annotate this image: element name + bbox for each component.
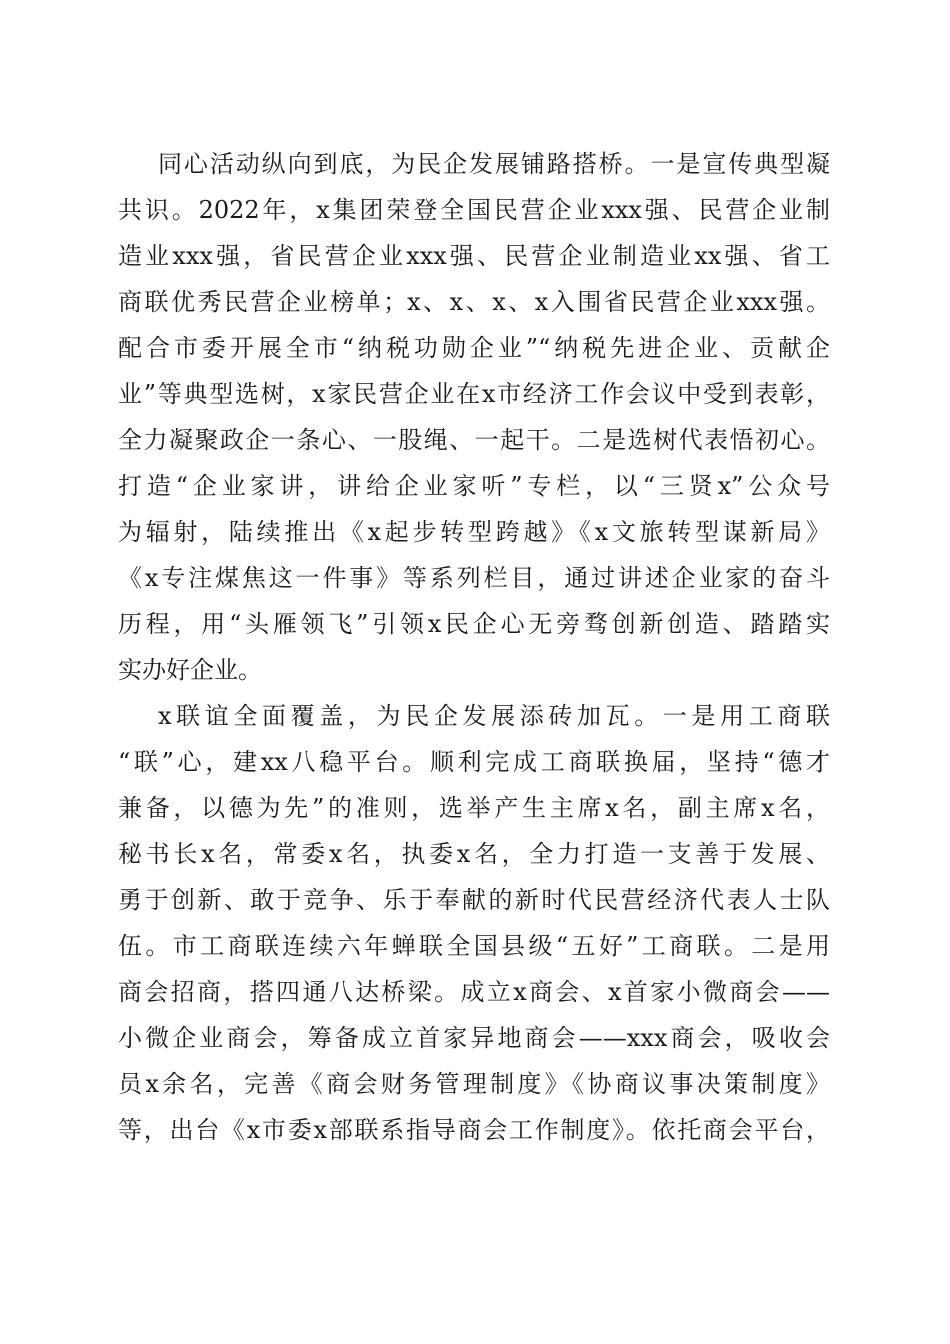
paragraph-2-line-5: 勇于创新、敢于竞争、乐于奉献的新时代民营经济代表人士队 — [118, 886, 830, 914]
paragraph-2-line-8: 小微企业商会，筹备成立首家异地商会——xxx商会，吸收会 — [118, 1024, 830, 1052]
paragraph-1-line-3: 造业xxx强，省民营企业xxx强、民营企业制造业xx强、省工 — [118, 242, 830, 270]
paragraph-2-line-4: 秘书长x名，常委x名，执委x名，全力打造一支善于发展、 — [118, 840, 830, 868]
paragraph-1-line-11: 历程，用“头雁领飞”引领x民企心无旁骛创新创造、踏踏实 — [118, 610, 830, 638]
paragraph-2-line-9: 员x余名，完善《商会财务管理制度》《协商议事决策制度》 — [118, 1070, 830, 1098]
paragraph-2-line-1: x联谊全面覆盖，为民企发展添砖加瓦。一是用工商联 — [158, 702, 830, 730]
paragraph-1-line-6: 业”等典型选树，x家民营企业在x市经济工作会议中受到表彰， — [118, 380, 830, 408]
paragraph-1-line-1: 同心活动纵向到底，为民企发展铺路搭桥。一是宣传典型凝 — [158, 150, 830, 178]
paragraph-1-line-2: 共识。2022年，x集团荣登全国民营企业xxx强、民营企业制 — [118, 196, 830, 224]
paragraph-2-line-6: 伍。市工商联连续六年蝉联全国县级“五好”工商联。二是用 — [118, 932, 830, 960]
paragraph-1-line-10: 《x专注煤焦这一件事》等系列栏目，通过讲述企业家的奋斗 — [118, 564, 830, 592]
paragraph-1-line-12: 实办好企业。 — [118, 656, 262, 684]
paragraph-1-line-9: 为辐射，陆续推出《x起步转型跨越》《x文旅转型谋新局》 — [118, 518, 830, 546]
paragraph-2-line-7: 商会招商，搭四通八达桥梁。成立x商会、x首家小微商会—— — [118, 978, 830, 1006]
paragraph-2-line-10: 等，出台《x市委x部联系指导商会工作制度》。依托商会平台， — [118, 1116, 830, 1144]
paragraph-2-line-3: 兼备，以德为先”的准则，选举产生主席x名，副主席x名， — [118, 794, 830, 822]
paragraph-1-line-5: 配合市委开展全市“纳税功勋企业”“纳税先进企业、贡献企 — [118, 334, 830, 362]
paragraph-1-line-7: 全力凝聚政企一条心、一股绳、一起干。二是选树代表悟初心。 — [118, 426, 830, 454]
paragraph-1-line-4: 商联优秀民营企业榜单；x、x、x、x入围省民营企业xxx强。 — [118, 288, 830, 316]
paragraph-2-line-2: “联”心，建xx八稳平台。顺利完成工商联换届，坚持“德才 — [118, 748, 830, 776]
paragraph-1-line-8: 打造“企业家讲，讲给企业家听”专栏，以“三贤x”公众号 — [118, 472, 830, 500]
